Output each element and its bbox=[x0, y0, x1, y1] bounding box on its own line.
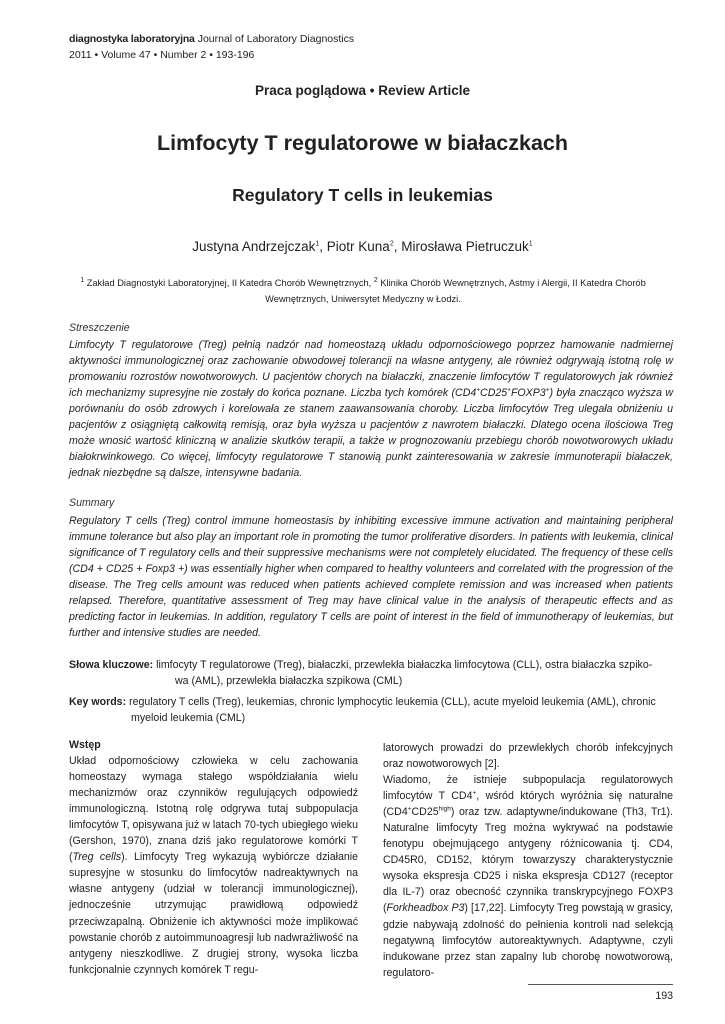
intro-text: , wśród których wyróżnia się naturalne (CD4 bbox=[383, 790, 673, 819]
abstract-pl-text-part: CD25 bbox=[480, 387, 508, 400]
abstract-pl-text-part: FOXP3 bbox=[510, 387, 546, 400]
author-affiliation-mark: 1 bbox=[315, 240, 320, 248]
keywords-pl-line: limfocyty T regulatorowe (Treg), białaczki, przewlekła białaczka limfocytowa (CLL), ostra białaczka szpiko- bbox=[156, 659, 653, 671]
keywords-en-line: regulatory T cells (Treg), leukemias, chronic lymphocytic leukemia (CLL), acute myeloid leukemia (AML), chronic bbox=[129, 696, 656, 708]
abstract-pl-heading: Streszczenie bbox=[69, 322, 130, 334]
journal-title-line bbox=[69, 31, 354, 47]
superscript: + bbox=[407, 805, 412, 813]
intro-text: ). Limfocyty Treg wykazują wybiórcze działanie supresyjne w stosunku do limfocytów nadreaktywnych na własne antygeny (udział w tolerancji immunologicznej), jednocześnie utrzymując prawidłową odpowiedź przeciwzapalną. Obniżenie ich aktywności może implikować powstanie chorób z autoimmunoagresji lub nadwrażliwość na antygeny nieszkodliwe. Z drugiej strony, wysoka liczba funkcjonalnie czynnych komórek T regu- bbox=[69, 851, 358, 976]
author-name: Justyna Andrzejczak bbox=[192, 239, 316, 254]
title-polish: Limfocyty T regulatorowe w białaczkach bbox=[157, 131, 568, 155]
superscript: + bbox=[507, 386, 511, 394]
affiliation-text: Zakład Diagnostyki Laboratoryjnej, II Katedra Chorób Wewnętrznych, bbox=[84, 278, 374, 288]
intro-text: Wiadomo, że istnieje subpopulacja regulatorowych limfocytów T CD4 bbox=[383, 774, 673, 803]
affiliations bbox=[75, 276, 651, 307]
journal-header bbox=[69, 31, 354, 63]
intro-text: ) [17,22]. Limfocyty Treg powstają w grasicy, gdzie nabywają zdolność do pełnienia kontroli nad selekcją negatywną limfocytów autoreaktywnych. Adaptywne, czyli indukowane przez stan zapalny lub chorobę nowotworową, regulatoro- bbox=[383, 902, 673, 979]
author-list: Justyna Andrzejczak$^1$, Piotr Kuna$^2$, Mirosława Pietruczuk$^1$ bbox=[192, 239, 533, 254]
keywords-en-label: Key words: bbox=[69, 696, 127, 708]
affiliation-mark: 2 bbox=[373, 276, 378, 284]
section-heading-intro: Wstęp bbox=[69, 739, 101, 751]
author-affiliation-mark: 1 bbox=[528, 240, 533, 248]
affiliation-mark: 1 bbox=[80, 276, 85, 284]
abstract-pl-text bbox=[69, 337, 673, 481]
body-column-right bbox=[383, 740, 673, 981]
title-english: Regulatory T cells in leukemias bbox=[232, 185, 493, 205]
superscript: + bbox=[472, 789, 477, 797]
journal-name: Journal of Laboratory Diagnostics bbox=[197, 33, 355, 45]
page-number: 193 bbox=[655, 990, 673, 1002]
affiliation-text: Klinika Chorób Wewnętrznych, Astmy i Alergii, II Katedra Chorób Wewnętrznych, Uniwersytet Medyczny w Łodzi. bbox=[265, 278, 646, 304]
journal-brand: diagnostyka laboratoryjna bbox=[69, 33, 195, 45]
intro-italic-term: Forkheadbox P3 bbox=[386, 902, 465, 915]
article-type: Praca poglądowa • Review Article bbox=[254, 83, 471, 98]
abstract-en-text: Regulatory T cells (Treg) control immune homeostasis by inhibiting excessive immune activation and maintaining peripheral immune tolerance but also play an important role in promoting the tumor proliferative disorders. In patients with leukemia, clinical significance of T regulatory cells and their suppressive mechanisms were not completely elucidated. The frequency of these cells (CD4 + CD25 + Foxp3 +) was essentially higher when compared to healthy volunteers and correlated with the progression of the disease. The Treg cells amount was reduced when patients achieved complete remission and was increased when patients relapsed. Therefore, quantitative assessment of Treg may have clinical value in the analysis of therapeutic effects and as predicting factor in leukemias. In addition, regulatory T cells are point of interest in the field of immunotherapy of leukemias, but further and intensive studies are needed. bbox=[69, 515, 673, 640]
keywords-en bbox=[69, 694, 673, 726]
intro-paragraph: latorowych prowadzi do przewlekłych chorób infekcyjnych oraz nowotworowych [2]. bbox=[383, 742, 673, 771]
intro-text: Układ odpornościowy człowieka w celu zachowania homeostazy wymaga stałego współdziałania wielu mechanizmów oraz czynników regulujących odpowiedź immunologiczną. Istotną rolę odgrywa tutaj subpopulacja limfocytów T, opisywana już w latach 70-tych ubiegłego wieku (Gershon, 1970), znana dziś jako regulatorowe komórki T ( bbox=[69, 755, 358, 864]
author-affiliation-mark: 2 bbox=[389, 240, 394, 248]
superscript: + bbox=[476, 386, 481, 394]
journal-issue: 2011 • Volume 47 • Number 2 • 193-196 bbox=[69, 49, 255, 61]
superscript: + bbox=[545, 386, 550, 394]
body-column-left bbox=[69, 737, 358, 978]
intro-italic-term: Treg cells bbox=[72, 851, 122, 864]
keywords-pl-label: Słowa kluczowe: bbox=[69, 659, 154, 671]
intro-text: ) oraz tzw. adaptywne/indukowane (Th3, Tr1). Naturalne limfocyty Treg można wykrywać na podstawie fenotypu obejmującego antygeny różnicowania tj. CD4, CD45R0, CD152, którym towarzyszy charakterystycznie wysoka ekspresja CD25 i niska ekspresja CD127 (receptor dla IL-7) oraz obecność czynnika transkrypcyjnego FOXP3 ( bbox=[383, 806, 673, 915]
intro-text: CD25 bbox=[411, 806, 439, 819]
abstract-pl-text-part: Limfocyty T regulatorowe (Treg) pełnią nadzór nad homeostazą układu odpornościowego poprzez hamowanie nadmiernej aktywności immunologicznej oraz zachowanie obwodowej tolerancji na własne antygeny, ale również odgrywają istotną rolę w promowaniu rozrostów nowotworowych. U pacjentów chorych na białaczki, znaczenie limfocytów T regulatorowych jak również ich mechanizmy supresyjne nie zostały do końca poznane. Liczba tych komórek (CD4 bbox=[69, 339, 673, 400]
keywords-en-line: myeloid leukemia (CML) bbox=[131, 712, 246, 724]
author-name: Mirosława Pietruczuk bbox=[401, 239, 529, 254]
superscript: high bbox=[438, 805, 451, 813]
author-name: Piotr Kuna bbox=[326, 239, 390, 254]
intro-paragraph bbox=[383, 772, 673, 981]
keywords-pl-line: wa (AML), przewlekła białaczka szpikowa (CML) bbox=[175, 675, 403, 687]
footer-divider bbox=[528, 984, 673, 985]
keywords-pl bbox=[69, 657, 673, 689]
abstract-pl-text-part: ) była znacząco wyższa w porównaniu do osób zdrowych i korelowała ze stanem zaawansowania choroby. Liczba limfocytów Treg ulegała obniżeniu u pacjentów z osiągniętą całkowitą remisją, oraz była wyższa u pacjentów z nawrotem białaczki. Dlatego ocena ilościowa Treg może wnosić wartość kliniczną w analizie skutków terapii, a także w prognozowaniu przebiegu chorób nowotworowych układu białokrwinkowego. Co więcej, limfocyty regulatorowe T stanowią punkt zainteresowania w zakresie immunoterapii białaczek, jednak niezbędne są dalsze, intensywne badania. bbox=[69, 387, 673, 480]
intro-paragraph bbox=[69, 753, 358, 978]
abstract-en-heading: Summary bbox=[69, 497, 115, 509]
